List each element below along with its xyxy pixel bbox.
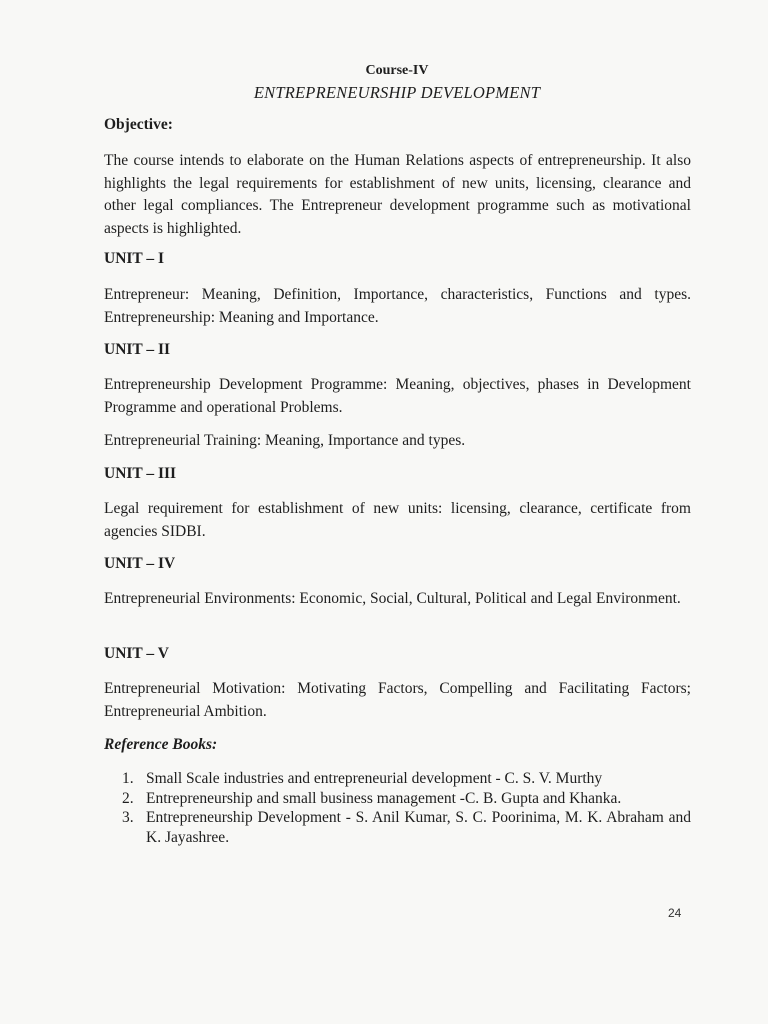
unit-4-text: Entrepreneurial Environments: Economic, Social, Cultural, Political and Legal Environment. (104, 590, 681, 607)
objective-text: The course intends to elaborate on the Human Relations aspects of entrepreneurship. It also highlights the legal requirements for establishment of new units, licensing, clearance and other legal compliances. The Entrepreneur development programme such as motivational aspects is highlighted. (104, 152, 691, 237)
objective-heading: Objective: (104, 116, 173, 133)
unit-3-heading: UNIT – III (104, 465, 177, 482)
unit-2-heading: UNIT – II (104, 341, 171, 358)
list-item-text: Entrepreneurship and small business management -C. B. Gupta and Khanka. (146, 789, 622, 807)
list-item (122, 769, 691, 789)
list-item-number: 2. (122, 789, 134, 807)
unit-3-text: Legal requirement for establishment of new units: licensing, clearance, certificate from agencies SIDBI. (104, 500, 691, 540)
unit-2-text-1: Entrepreneurship Development Programme: Meaning, objectives, phases in Development Programme and operational Problems. (104, 376, 691, 416)
page-number: 24 (668, 906, 682, 920)
list-item-text: Entrepreneurship Development - S. Anil Kumar, S. C. Poorinima, M. K. Abraham and K. Jayashree. (146, 809, 691, 846)
list-item-text: Small Scale industries and entrepreneurial development - C. S. V. Murthy (146, 770, 603, 787)
course-label: Course-IV (365, 63, 429, 78)
unit-1-text: Entrepreneur: Meaning, Definition, Importance, characteristics, Functions and types. Entrepreneurship: Meaning and Importance. (104, 286, 691, 326)
list-item (122, 789, 691, 809)
list-item (122, 808, 691, 847)
list-item-number: 1. (122, 770, 134, 787)
course-title: ENTREPRENEURSHIP DEVELOPMENT (253, 83, 541, 102)
unit-5-heading: UNIT – V (104, 645, 169, 662)
unit-5-text: Entrepreneurial Motivation: Motivating Factors, Compelling and Facilitating Factors; Entrepreneurial Ambition. (104, 680, 691, 720)
unit-4-heading: UNIT – IV (104, 555, 176, 572)
reference-list (122, 769, 691, 847)
unit-2-text-2: Entrepreneurial Training: Meaning, Importance and types. (104, 432, 466, 449)
list-item-number: 3. (122, 809, 134, 826)
unit-1-heading: UNIT – I (104, 250, 165, 267)
reference-books-heading: Reference Books: (104, 736, 218, 753)
